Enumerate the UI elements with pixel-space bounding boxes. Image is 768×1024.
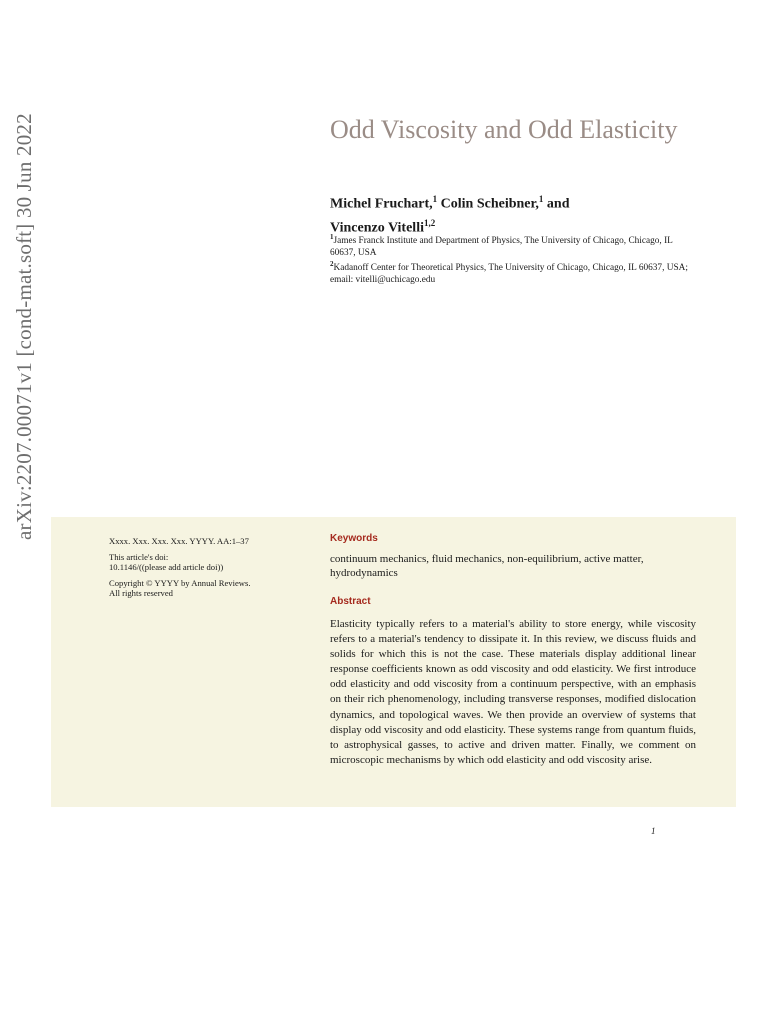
author-connector: and [546,196,570,212]
keywords-text: continuum mechanics, fluid mechanics, non-equilibrium, active matter, hydrodynamics [330,553,644,579]
rights: All rights reserved [109,588,173,598]
abstract-heading: Abstract [330,596,371,607]
author-affil-mark: 1 [432,194,438,204]
affiliations [330,232,700,286]
affiliation [330,259,700,286]
article-meta [109,536,314,604]
doi-label: This article's doi: [109,551,169,562]
author-name: Colin Scheibner, [440,196,539,212]
page-number: 1 [651,826,656,836]
abstract-text: Elasticity typically refers to a material's ability to store energy, while viscosity refers to a material's tendency to dissipate it. In this review, we discuss fluids and solids for which this is not the case. These materials display additional linear response coefficients known as odd viscosity and odd elasticity. We first introduce odd elasticity and odd viscosity from a continuum perspective, with an emphasis on their rich phenomenology, including transverse responses, modified dislocation dynamics, and topological waves. We then provide an overview of systems that display odd viscosity and odd elasticity. These systems range from quantum fluids, to astrophysical gasses, to active and driven matter. Finally, we comment on microscopic mechanisms by which odd elasticity and odd viscosity arise. [330,618,696,766]
author-name: Vincenzo Vitelli [330,220,424,236]
affiliation-mark: 2 [330,260,334,269]
keywords-heading: Keywords [330,533,378,544]
arxiv-stamp: arXiv:2207.00071v1 [cond-mat.soft] 30 Jun 2022 [12,113,36,540]
affiliation-text: James Franck Institute and Department of Physics, The University of Chicago, Chicago, IL 60637, USA [330,236,673,258]
affiliation [330,232,700,259]
doi-value: 10.1146/((please add article doi)) [109,562,224,572]
author-name: Michel Fruchart, [330,196,433,212]
author-affil-mark: 1,2 [423,217,436,228]
copyright-block [109,578,314,599]
paper-title: Odd Viscosity and Odd Elasticity [330,115,678,144]
citation: Xxxx. Xxx. Xxx. Xxx. YYYY. AA:1–37 [109,536,249,546]
doi-block [109,552,314,573]
copyright: Copyright © YYYY by Annual Reviews. [109,577,251,588]
affiliation-text: Kadanoff Center for Theoretical Physics, The University of Chicago, Chicago, IL 60637, USA; email: vitelli@uchicago.edu [330,263,688,285]
author-affil-mark: 1 [538,194,544,204]
affiliation-mark: 1 [330,233,334,241]
author-list [330,190,710,237]
